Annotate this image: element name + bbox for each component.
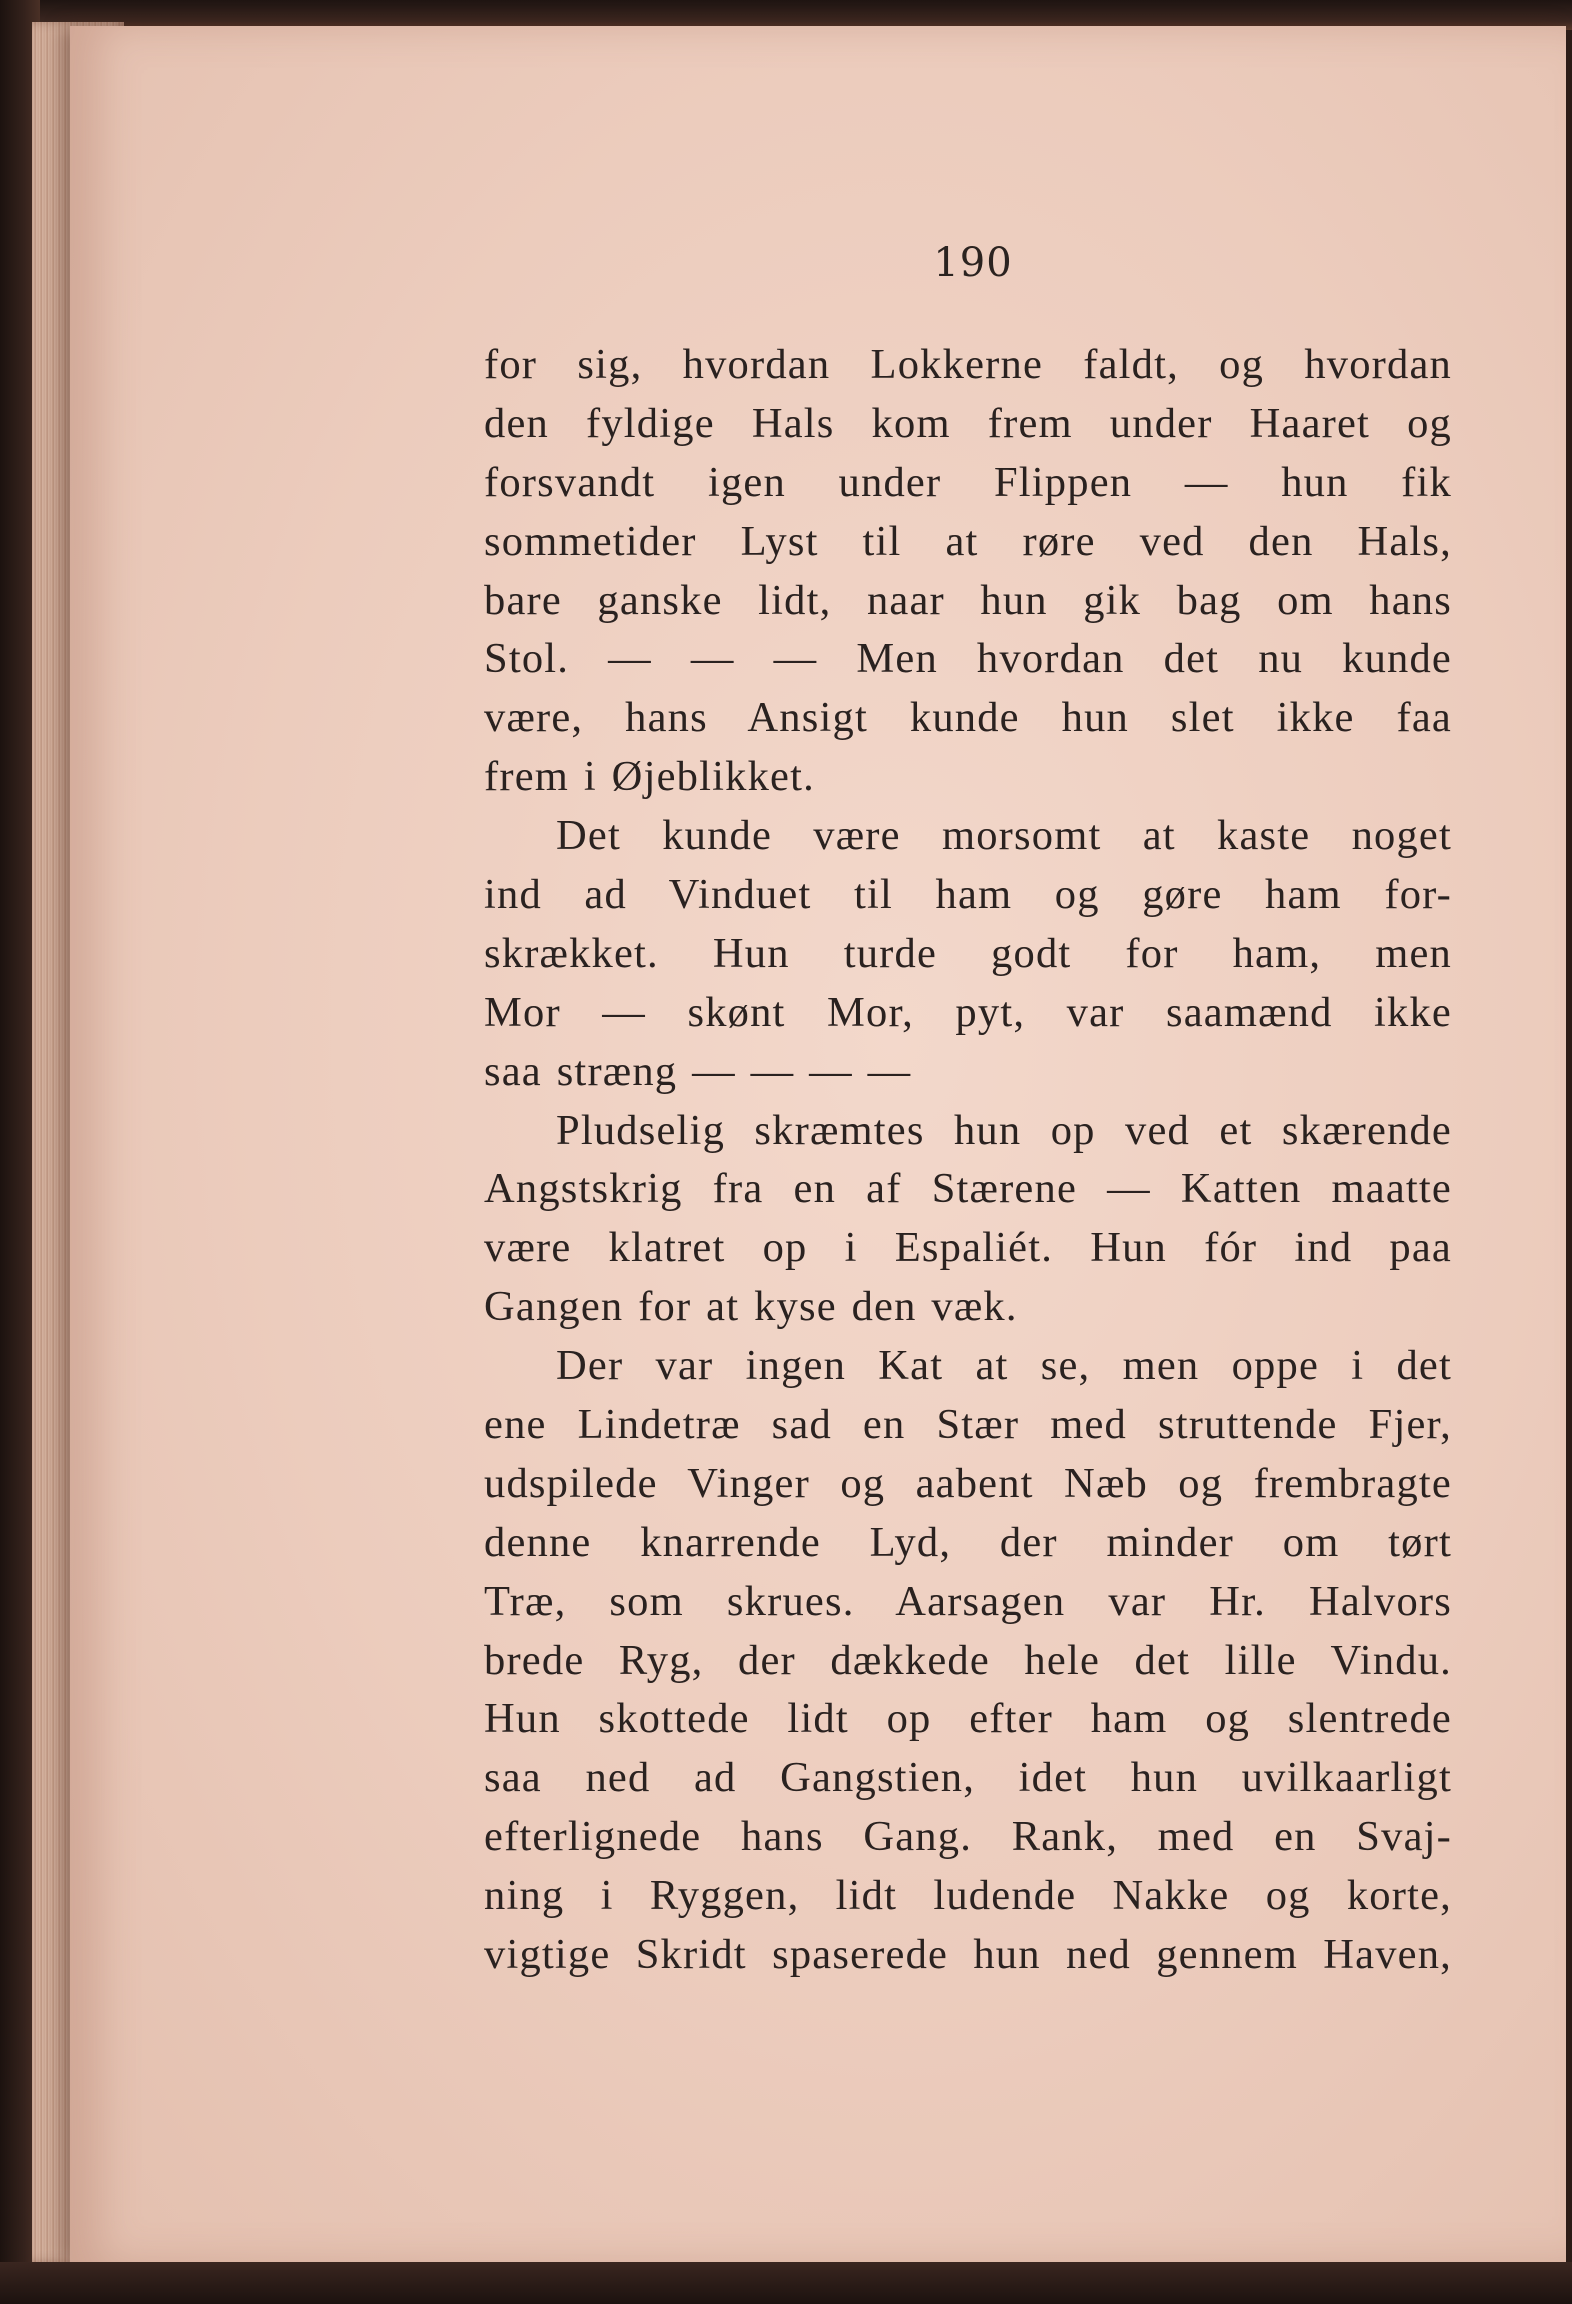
- text-line: udspilede Vinger og aabent Næb og frembragte: [484, 1459, 1452, 1507]
- text-line: frem i Øjeblikket.: [484, 753, 815, 801]
- text-line: saa ned ad Gangstien, idet hun uvilkaarligt: [484, 1754, 1452, 1802]
- page-number: 190: [933, 240, 1013, 286]
- text-line: skrækket. Hun turde godt for ham, men: [484, 929, 1452, 977]
- text-line: bare ganske lidt, naar hun gik bag om hans: [484, 576, 1452, 624]
- text-line: Træ, som skrues. Aarsagen var Hr. Halvors: [484, 1577, 1452, 1625]
- text-line: være klatret op i Espaliét. Hun fór ind paa: [484, 1224, 1452, 1272]
- body-text: [484, 336, 1452, 1985]
- text-line: efterlignede hans Gang. Rank, med en Svaj-: [484, 1813, 1452, 1861]
- text-line: Gangen for at kyse den væk.: [484, 1283, 1018, 1331]
- text-line: Pludselig skræmtes hun op ved et skærende: [556, 1106, 1452, 1154]
- book-bottom-edge: [0, 2262, 1572, 2304]
- text-line: ene Lindetræ sad en Stær med struttende Fjer,: [484, 1401, 1452, 1449]
- text-line: Der var ingen Kat at se, men oppe i det: [556, 1342, 1452, 1390]
- text-line: brede Ryg, der dækkede hele det lille Vindu.: [484, 1636, 1452, 1684]
- text-line: saa stræng — — — —: [484, 1047, 912, 1095]
- text-line: Stol. — — — Men hvordan det nu kunde: [484, 635, 1452, 683]
- text-line: for sig, hvordan Lokkerne faldt, og hvordan: [484, 341, 1452, 388]
- text-line: Mor — skønt Mor, pyt, var saamænd ikke: [484, 988, 1452, 1036]
- text-line: denne knarrende Lyd, der minder om tørt: [484, 1518, 1452, 1566]
- text-line: være, hans Ansigt kunde hun slet ikke faa: [484, 694, 1452, 742]
- text-line: ning i Ryggen, lidt ludende Nakke og korte,: [484, 1872, 1452, 1920]
- text-line: sommetider Lyst til at røre ved den Hals,: [484, 517, 1452, 565]
- text-line: Hun skottede lidt op efter ham og slentrede: [484, 1695, 1452, 1743]
- text-line: forsvandt igen under Flippen — hun fik: [484, 458, 1452, 506]
- text-line: Det kunde være morsomt at kaste noget: [556, 812, 1452, 860]
- text-line: vigtige Skridt spaserede hun ned gennem Haven,: [484, 1931, 1452, 1979]
- text-line: ind ad Vinduet til ham og gøre ham for-: [484, 871, 1452, 919]
- text-line: Angstskrig fra en af Stærene — Katten maatte: [484, 1165, 1452, 1213]
- text-line: den fyldige Hals kom frem under Haaret og: [484, 399, 1452, 447]
